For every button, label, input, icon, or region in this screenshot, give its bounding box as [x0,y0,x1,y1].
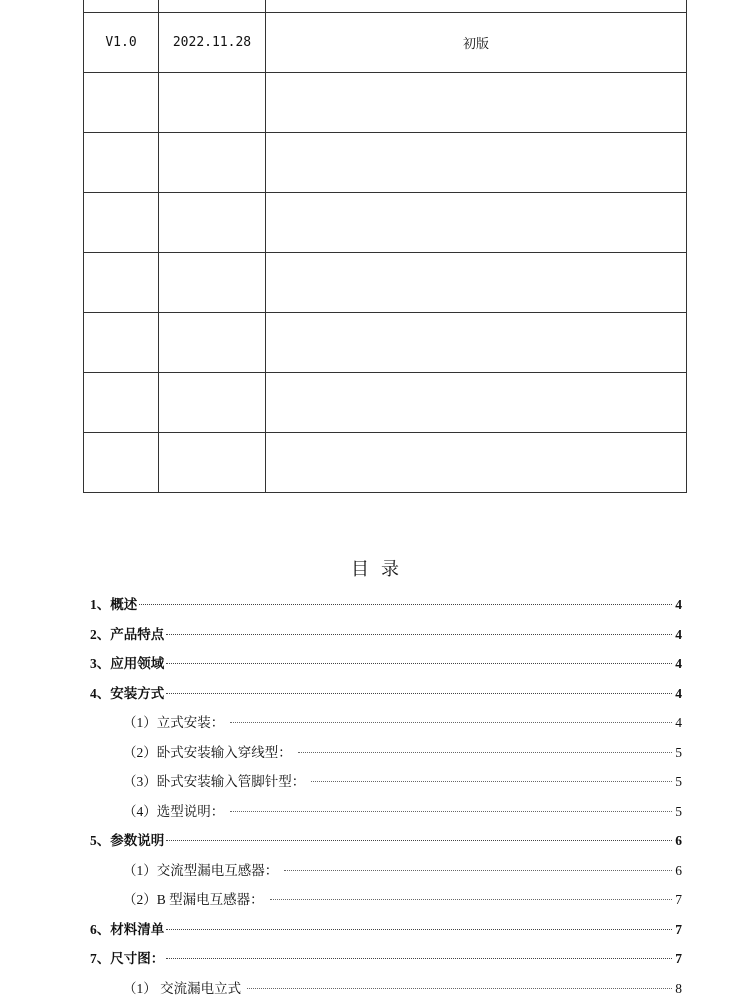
toc-dot-leader [166,663,672,664]
toc-dot-leader [166,693,672,694]
toc-entry[interactable] [90,797,682,827]
toc-page-number: 4 [674,679,682,709]
version-cell [84,433,159,493]
toc-page-number: 5 [674,767,682,797]
toc-page-number: 6 [674,826,682,856]
toc-dot-leader [230,722,672,723]
toc-entry-label: 7、尺寸图： [90,944,164,974]
revision-row [84,313,687,373]
toc-entry-label: （2）B 型漏电互感器： [123,885,264,915]
description-cell [266,133,687,193]
toc-page-number: 5 [674,738,682,768]
toc-entry[interactable] [90,708,682,738]
toc-page-number: 8 [674,974,682,1003]
toc-entry[interactable] [90,974,682,1003]
toc-page-number: 5 [674,797,682,827]
toc-entry-label: （1）交流型漏电互感器： [123,856,278,886]
toc-entry-label: 2、产品特点 [90,620,164,650]
date-cell: 2022.11.28 [159,13,266,73]
toc-page-number: 4 [674,590,682,620]
date-cell [159,73,266,133]
toc-entry-label: （3）卧式安装输入管脚针型： [123,767,305,797]
version-cell [84,373,159,433]
toc-entry[interactable] [90,738,682,768]
toc-page-number: 7 [674,885,682,915]
revision-row [84,133,687,193]
toc-page-number: 7 [674,944,682,974]
revision-row [84,433,687,493]
revision-row [84,13,687,73]
toc-page-number: 4 [674,649,682,679]
toc-dot-leader [230,811,672,812]
description-cell [266,193,687,253]
version-cell: V1.0 [84,13,159,73]
toc-entry[interactable] [90,767,682,797]
description-cell: 初版 [266,13,687,73]
toc-entry-label: （1）立式安装： [123,708,224,738]
toc-entry[interactable] [90,915,682,945]
revision-table [83,0,687,493]
toc-title: 目录 [0,555,750,581]
toc-entry-label: 4、安装方式 [90,679,164,709]
revision-row [84,73,687,133]
toc-dot-leader [298,752,672,753]
toc-dot-leader [311,781,672,782]
toc-entry[interactable] [90,885,682,915]
toc-dot-leader [284,870,672,871]
date-cell [159,133,266,193]
version-cell [84,313,159,373]
revision-row [84,373,687,433]
toc-entry[interactable] [90,620,682,650]
date-cell [159,433,266,493]
toc-entry-label: （4）选型说明： [123,797,224,827]
table-of-contents [90,590,682,1003]
revision-row [84,253,687,313]
toc-dot-leader [247,988,672,989]
toc-page-number: 4 [674,620,682,650]
date-cell [159,373,266,433]
version-cell [84,253,159,313]
toc-entry-label: 5、参数说明 [90,826,164,856]
toc-entry[interactable] [90,679,682,709]
toc-page-number: 4 [674,708,682,738]
description-cell [266,313,687,373]
date-cell [159,253,266,313]
toc-entry[interactable] [90,856,682,886]
toc-dot-leader [166,929,672,930]
description-cell [266,73,687,133]
version-cell [84,73,159,133]
toc-page-number: 7 [674,915,682,945]
toc-entry-label: 3、应用领域 [90,649,164,679]
description-cell [266,433,687,493]
toc-entry-label: （2）卧式安装输入穿线型： [123,738,292,768]
toc-entry-label: 1、概述 [90,590,137,620]
toc-dot-leader [139,604,672,605]
version-cell [84,0,159,13]
version-cell [84,193,159,253]
toc-entry[interactable] [90,590,682,620]
toc-dot-leader [166,958,672,959]
toc-dot-leader [166,840,672,841]
toc-entry-label: （1） 交流漏电立式 [123,974,241,1003]
toc-entry[interactable] [90,944,682,974]
revision-row [84,0,687,13]
version-cell [84,133,159,193]
toc-dot-leader [270,899,672,900]
toc-page-number: 6 [674,856,682,886]
toc-entry[interactable] [90,649,682,679]
revision-row [84,193,687,253]
toc-dot-leader [166,634,672,635]
description-cell [266,373,687,433]
description-cell [266,0,687,13]
date-cell [159,193,266,253]
description-cell [266,253,687,313]
toc-entry[interactable] [90,826,682,856]
toc-entry-label: 6、材料清单 [90,915,164,945]
date-cell [159,313,266,373]
date-cell [159,0,266,13]
